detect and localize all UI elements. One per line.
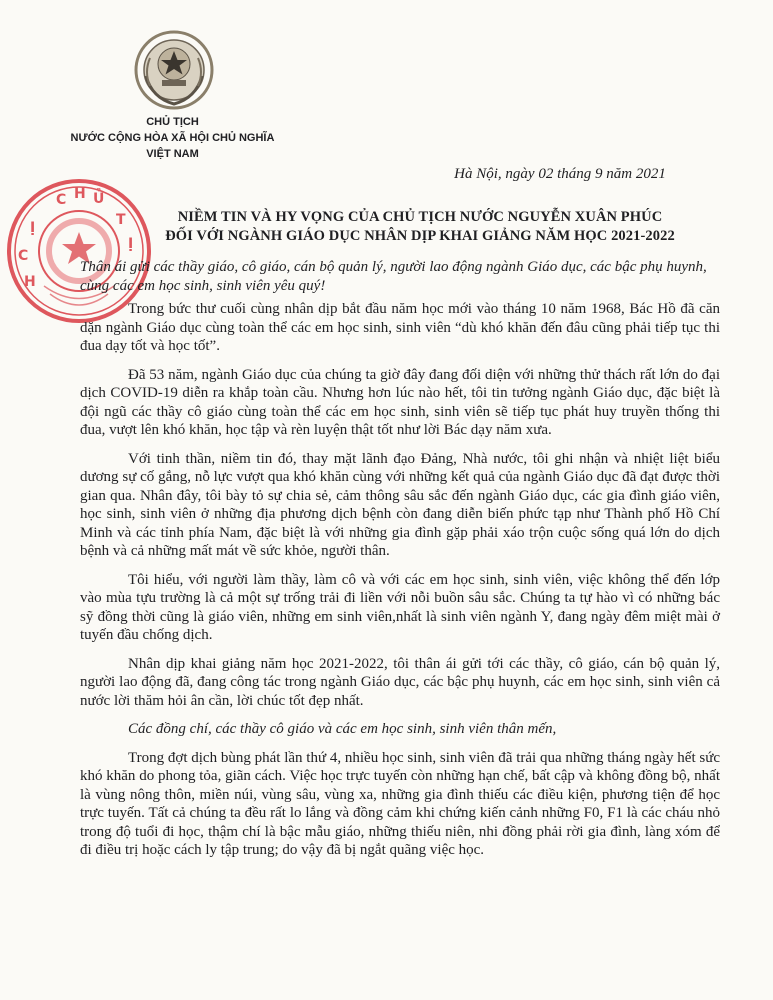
document-title [140, 208, 700, 246]
title-line-2: ĐỐI VỚI NGÀNH GIÁO DỤC NHÂN DỊP KHAI GIẢNG NĂM HỌC 2021-2022 [165, 228, 675, 244]
issuer-header [60, 114, 285, 162]
svg-text:Ị: Ị [30, 220, 36, 236]
svg-text:C: C [18, 248, 29, 264]
paragraph: Trong đợt dịch bùng phát lần thứ 4, nhiều học sinh, sinh viên đã trải qua những tháng ngày hết sức khó khăn do phong tỏa, giãn cách. Việc học trực tuyến còn những hạn chế, bất cập và không đồng bộ, nhất là vùng nông thôn, miền núi, vùng sâu, vùng xa, những gia đình thiếu các điều kiện, phương tiện để học trực tuyến. Tất cả chúng ta đều rất lo lắng và đồng cảm khi chứng kiến cảnh những F0, F1 là các cháu nhỏ trong độ tuổi đi học, thậm chí là bậc mẫu giáo, những thiếu niên, nhi đồng phải rời gia đình, làng xóm để đi điều trị hoặc cách ly tập trung; do vậy đã bị ngắt quãng việc học. [80, 749, 720, 858]
svg-text:C: C [56, 192, 67, 208]
issuer-country-name: VIỆT NAM [146, 148, 199, 160]
svg-text:Ị: Ị [128, 236, 134, 252]
svg-text:T: T [116, 212, 126, 228]
issuer-title: CHỦ TỊCH [146, 116, 199, 128]
paragraph: Với tinh thần, niềm tin đó, thay mặt lãnh đạo Đảng, Nhà nước, tôi ghi nhận và nhiệt liệt biểu dương sự cố gắng, nỗ lực vượt qua khó khăn cùng với những kết quả của ngành Giáo dục đã đạt được thời gian qua. Nhân đây, tôi bày tỏ sự chia sẻ, cảm thông sâu sắc đến ngành Giáo dục, các gia đình giáo viên, học sinh, sinh viên ở những địa phương dịch bệnh còn đang diễn biến phức tạp như Thành phố Hồ Chí Minh và các tỉnh phía Nam, đặc biệt là với những gia đình gặp phải xáo trộn cuộc sống quá lớn do dịch bệnh và cả những mất mát về sức khỏe, người thân. [80, 450, 720, 559]
paragraph: Tôi hiểu, với người làm thầy, làm cô và với các em học sinh, sinh viên, việc không thể đến lớp vào mùa tựu trường là cả một sự trống trải đi liền với nỗi buồn sâu sắc. Chúng ta tự hào vì có những bác sỹ đồng thời cũng là giáo viên, những em sinh viên,nhất là sinh viên ngành Y, đang ngày đêm miệt mài ở tuyến đầu chống dịch. [80, 571, 720, 643]
national-emblem-icon [132, 28, 216, 112]
paragraph: Nhân dịp khai giảng năm học 2021-2022, tôi thân ái gửi tới các thầy, cô giáo, cán bộ quản lý, người lao động đã, đang công tác trong ngành Giáo dục, các bậc phụ huynh, các em học sinh, sinh viên cả nước lời thăm hỏi ân cần, lời chúc tốt đẹp nhất. [80, 655, 720, 709]
title-line-1: NIỀM TIN VÀ HY VỌNG CỦA CHỦ TỊCH NƯỚC NGUYỄN XUÂN PHÚC [177, 209, 663, 225]
letter-body [80, 300, 720, 870]
issuer-country-line: NƯỚC CỘNG HÒA XÃ HỘI CHỦ NGHĨA [70, 132, 275, 144]
paragraph: Trong bức thư cuối cùng nhân dịp bắt đầu năm học mới vào tháng 10 năm 1968, Bác Hồ đã căn dặn ngành Giáo dục cùng toàn thể các em học sinh, sinh viên “dù khó khăn đến đâu cũng phải tiếp tục thi đua dạy tốt và học tốt”. [80, 301, 720, 354]
date-line: Hà Nội, ngày 02 tháng 9 năm 2021 [454, 166, 666, 182]
paragraph: Đã 53 năm, ngành Giáo dục của chúng ta giờ đây đang đối diện với những thử thách rất lớn do đại dịch COVID-19 diễn ra khắp toàn cầu. Nhưng hơn lúc nào hết, tôi tin tưởng ngành Giáo dục, đặc biệt là đội ngũ các thầy cô giáo cùng toàn thể các em học sinh, sinh viên sẽ tiếp tục phát huy truyền thống thi đua, vượt lên khó khăn, học tập và rèn luyện thật tốt như lời Bác dạy năm xưa. [80, 366, 720, 438]
svg-text:Ủ: Ủ [93, 191, 105, 207]
salutation: Thân ái gửi các thầy giáo, cô giáo, cán bộ quản lý, người lao động ngành Giáo dục, các bậc phụ huynh, cùng các em học sinh, sinh viên yêu quý! [80, 259, 707, 294]
svg-text:H: H [74, 186, 86, 202]
svg-text:H: H [24, 274, 36, 290]
paragraph-address: Các đồng chí, các thầy cô giáo và các em học sinh, sinh viên thân mến, [128, 721, 557, 737]
